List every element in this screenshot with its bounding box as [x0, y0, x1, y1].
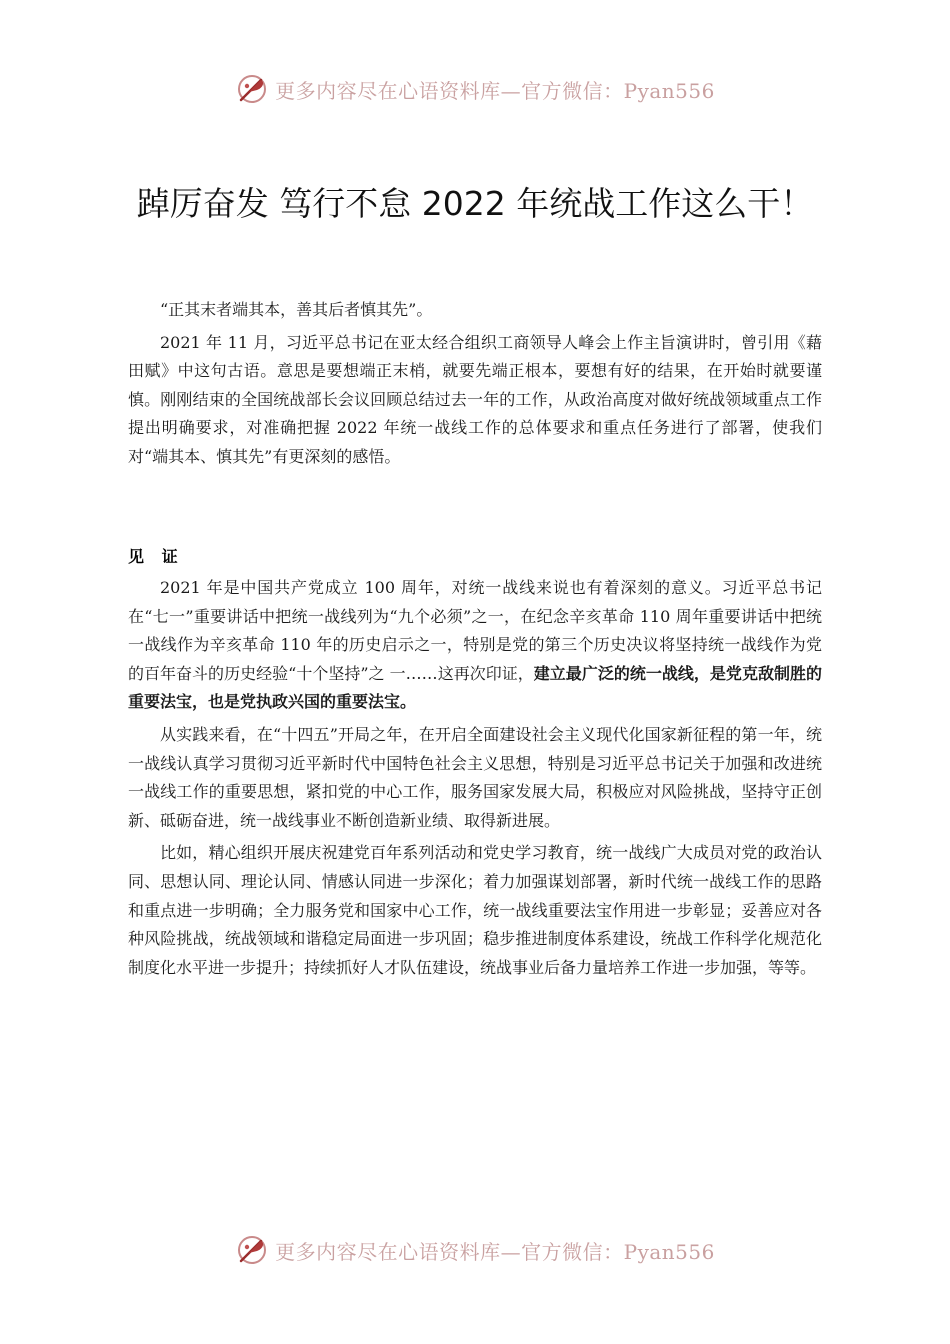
section-heading: 见 证	[128, 547, 184, 566]
section-paragraph-1-text: 2021 年是中国共产党成立 100 周年，对统一战线来说也有着深刻的意义。习近平总书记在“七一”重要讲话中把统一战线列为“九个必须”之一，在纪念辛亥革命 110 周年重要讲话中把统一战线作为辛亥革命 110 年的历史启示之一，特别是党的第三个历史决议将坚持统一战线作为党的百年奋斗的历史经验“十个坚持”之 一……这再次印证，	[128, 578, 822, 683]
document-title: 踔厉奋发 笃行不怠 2022 年统战工作这么干！	[136, 184, 814, 223]
section-body	[128, 574, 822, 982]
intro-paragraph-1: “正其末者端其本，善其后者慎其先”。	[160, 300, 433, 319]
intro-section	[128, 296, 822, 472]
section-paragraph-1	[128, 574, 822, 717]
watermark-text: 更多内容尽在心语资料库—官方微信：Pyan556	[275, 78, 715, 103]
watermark-header	[0, 72, 950, 106]
watermark-footer	[0, 1233, 950, 1267]
section-paragraph-3: 比如，精心组织开展庆祝建党百年系列活动和党史学习教育，统一战线广大成员对党的政治认同、思想认同、理论认同、情感认同进一步深化；着力加强谋划部署，新时代统一战线工作的思路和重点进一步明确；全力服务党和国家中心工作，统一战线重要法宝作用进一步彰显；妥善应对各种风险挑战，统战领域和谐稳定局面进一步巩固；稳步推进制度体系建设，统战工作科学化规范化制度化水平进一步提升；持续抓好人才队伍建设，统战事业后备力量培养工作进一步加强，等等。	[128, 843, 822, 977]
section-paragraph-2: 从实践来看，在“十四五”开局之年，在开启全面建设社会主义现代化国家新征程的第一年，统一战线认真学习贯彻习近平新时代中国特色社会主义思想，特别是习近平总书记关于加强和改进统一战线工作的重要思想，紧扣党的中心工作，服务国家发展大局，积极应对风险挑战，坚持守正创新、砥砺奋进，统一战线事业不断创造新业绩、取得新进展。	[128, 724, 822, 830]
watermark-text: 更多内容尽在心语资料库—官方微信：Pyan556	[275, 1239, 715, 1264]
quill-pen-logo-icon	[235, 72, 269, 106]
quill-pen-logo-icon	[235, 1233, 269, 1267]
intro-paragraph-2: 2021 年 11 月，习近平总书记在亚太经合组织工商领导人峰会上作主旨演讲时，曾引用《藉田赋》中这句古语。意思是要想端正末梢，就要先端正根本，要想有好的结果，在开始时就要谨慎。刚刚结束的全国统战部长会议回顾总结过去一年的工作，从政治高度对做好统战领域重点工作提出明确要求，对准确把握 2022 年统一战线工作的总体要求和重点任务进行了部署，使我们对“端其本、慎其先”有更深刻的感悟。	[128, 332, 822, 466]
section-paragraph-1-emphasis: 建立最广泛的统一战线，是党克敌制胜的重要法宝，也是党执政兴国的重要法宝。	[128, 663, 822, 712]
